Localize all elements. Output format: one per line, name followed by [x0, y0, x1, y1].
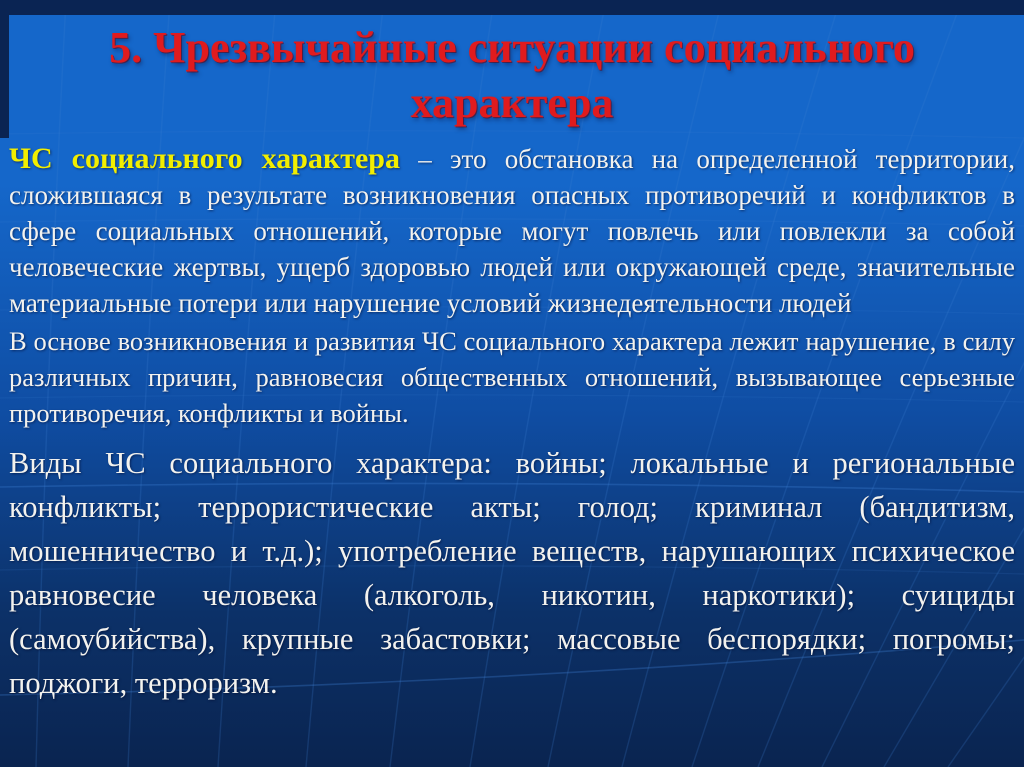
- title-frame-left-border: [0, 0, 9, 138]
- types-paragraph: Виды ЧС социального характера: войны; локальные и региональные конфликты; террористические акты; голод; криминал (бандитизм, мошенничество и т.д.); употребление веществ, нарушающих психическое равновесие человека (алкоголь, никотин, наркотики); суициды (самоубийства), крупные забастовки; массовые беспорядки; погромы; поджоги, терроризм.: [9, 446, 1015, 700]
- definition-paragraph: [9, 141, 1015, 321]
- definition-text: – это обстановка на определенной территории, сложившаяся в результате возникновения опасных противоречий и конфликтов в сфере социальных отношений, которые могут повлечь или повлекли за собой человеческие жертвы, ущерб здоровью людей или окружающей среде, значительные материальные потери или нарушение условий жизнедеятельности людей: [9, 144, 1015, 318]
- basis-paragraph: В основе возникновения и развития ЧС социального характера лежит нарушение, в силу различных причин, равновесия общественных отношений, вызывающее серьезные противоречия, конфликты и войны.: [9, 326, 1015, 428]
- slide-title: 5. Чрезвычайные ситуации социального характера: [109, 23, 915, 127]
- definition-lead-term: ЧС социального характера: [9, 142, 400, 175]
- title-frame-top-border: [0, 0, 1024, 15]
- slide-body: [0, 141, 1024, 705]
